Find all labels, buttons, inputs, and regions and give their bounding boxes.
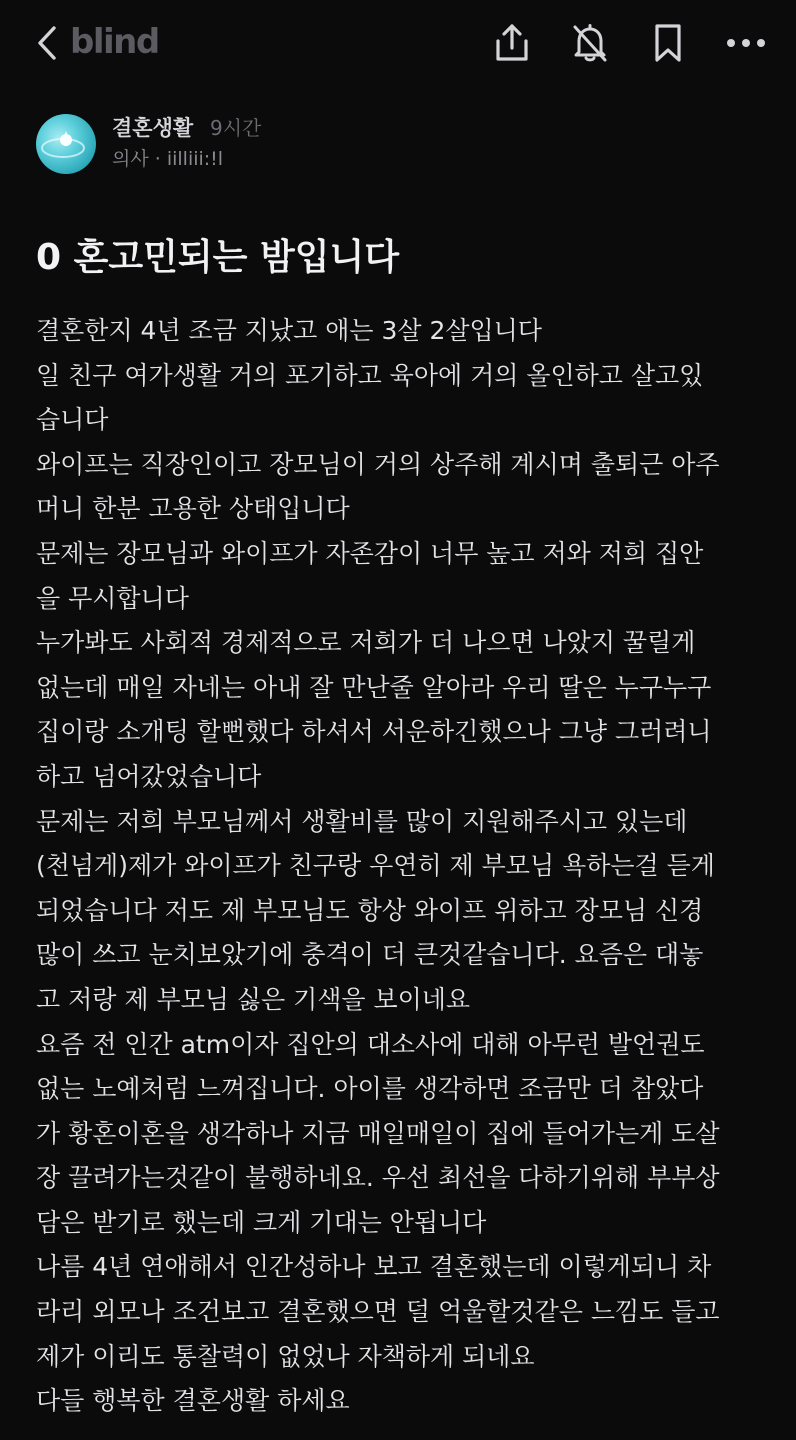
post-body-line: 와이프는 직장인이고 장모님이 거의 상주해 계시며 출퇴근 아주: [36, 449, 720, 479]
author-meta: 의사 · iilliii:!l: [112, 148, 224, 170]
post-body-line: 문제는 저희 부모님께서 생활비를 많이 지원해주시고 있는데: [36, 806, 688, 836]
post-time: 9시간: [210, 116, 262, 140]
post-body-line: 문제는 장모님과 와이프가 자존감이 너무 높고 저와 저희 집안: [36, 538, 704, 568]
post-body-line: (천넘게)제가 와이프가 친구랑 우연히 제 부모님 욕하는걸 듣게: [36, 851, 715, 881]
post-body-line: 되었습니다 저도 제 부모님도 항상 와이프 위하고 장모님 신경: [36, 895, 704, 925]
author-section: [36, 112, 756, 176]
post-body-line: 을 무시합니다: [36, 583, 189, 613]
back-button[interactable]: [30, 22, 64, 64]
post-body-line: 고 저랑 제 부모님 싫은 기색을 보이네요: [36, 984, 471, 1014]
share-button[interactable]: [492, 20, 532, 66]
post-body-line: 하고 넘어갔었습니다: [36, 761, 262, 791]
bookmark-button[interactable]: [648, 20, 688, 66]
post-body-line: 장 끌려가는것같이 불행하네요. 우선 최선을 다하기위해 부부상: [36, 1163, 720, 1193]
post-body-line: 담은 받기로 했는데 크게 기대는 안됩니다: [36, 1207, 487, 1237]
post-body-line: 나름 4년 연애해서 인간성하나 보고 결혼했는데 이렇게되니 차: [36, 1252, 712, 1282]
bookmark-icon: [653, 23, 683, 63]
post-body-line: 요즘 전 인간 atm이자 집안의 대소사에 대해 아무런 발언권도: [36, 1029, 705, 1059]
notification-toggle-button[interactable]: [570, 20, 610, 66]
app-logo[interactable]: blind: [70, 22, 159, 62]
post-body-line: 없는 노예처럼 느껴집니다. 아이를 생각하면 조금만 더 참았다: [36, 1074, 704, 1104]
post-body-line: 집이랑 소개팅 할뻔했다 하셔서 서운하긴했으나 그냥 그러려니: [36, 717, 712, 747]
post-title: 0 혼고민되는 밤입니다: [36, 237, 400, 278]
top-bar: [0, 0, 796, 86]
post-body-line: 일 친구 여가생활 거의 포기하고 육아에 거의 올인하고 살고있: [36, 360, 704, 390]
post-body-line: 많이 쓰고 눈치보았기에 충격이 더 큰것같습니다. 요즘은 대놓: [36, 940, 704, 970]
post-body-line: 없는데 매일 자네는 아내 잘 만난줄 알아라 우리 딸은 누구누구: [36, 672, 712, 702]
top-actions: [492, 18, 766, 68]
avatar[interactable]: [36, 114, 96, 174]
author-name[interactable]: 결혼생활: [112, 116, 194, 140]
back-chevron-icon: [36, 25, 58, 61]
share-icon: [494, 23, 530, 63]
post-body-line: 다들 행복한 결혼생활 하세요: [36, 1386, 350, 1416]
post-body-line: 가 황혼이혼을 생각하나 지금 매일매일이 집에 들어가는게 도살: [36, 1118, 720, 1148]
notification-off-icon: [571, 23, 609, 63]
post-body-line: 결혼한지 4년 조금 지났고 애는 3살 2살입니다: [36, 316, 542, 345]
more-button[interactable]: [726, 20, 766, 66]
more-icon: [726, 37, 766, 49]
post-body: [36, 309, 766, 1424]
post-body-line: 제가 이리도 통찰력이 없었나 자책하게 되네요: [36, 1341, 535, 1371]
post-body-line: 누가봐도 사회적 경제적으로 저희가 더 나으면 나았지 꿀릴게: [36, 628, 696, 658]
post-body-line: 라리 외모나 조건보고 결혼했으면 덜 억울할것같은 느낌도 들고: [36, 1297, 720, 1327]
post-body-line: 습니다: [36, 405, 109, 435]
post-body-line: 머니 한분 고용한 상태입니다: [36, 494, 350, 524]
